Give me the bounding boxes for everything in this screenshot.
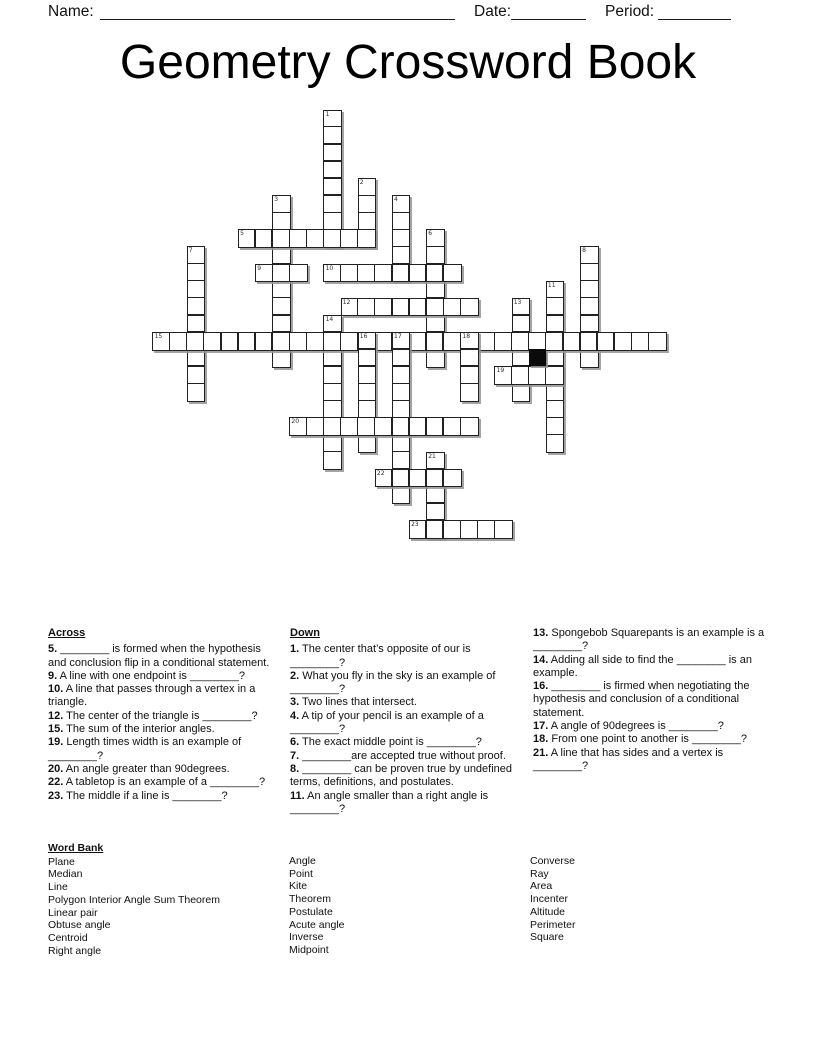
cell-separator <box>188 280 205 281</box>
across-clues-column <box>48 627 282 803</box>
cell-separator <box>494 333 495 350</box>
clue-item-16: 16. ________ is firmed when negotiating the hypothesis and conclusion of a conditional statement. <box>533 680 750 719</box>
cell-separator <box>188 383 205 384</box>
cell-separator <box>562 333 563 350</box>
cell-separator <box>528 367 529 384</box>
cell-separator <box>273 212 290 213</box>
cell-separator <box>547 417 564 418</box>
cell-separator <box>324 383 341 384</box>
cell-separator <box>220 333 221 350</box>
cell-number: 22 <box>376 469 385 477</box>
cell-separator <box>461 365 478 366</box>
clue-item-2: 2. What you fly in the sky is an example of ________? <box>290 669 496 696</box>
page-title: Geometry Crossword Book <box>119 36 697 89</box>
cell-separator <box>357 230 358 247</box>
cell-number: 9 <box>257 264 262 272</box>
cell-separator <box>188 314 205 315</box>
cell-number: 15 <box>154 332 163 340</box>
word-bank-item: Kite <box>289 880 308 893</box>
clue-item-18: 18. From one point to another is ________? <box>533 733 748 746</box>
cell-separator <box>188 263 205 264</box>
cell-number: 6 <box>428 230 433 238</box>
across-clues-list <box>48 643 282 803</box>
clue-item-6: 6. The exact middle point is ________? <box>290 736 482 749</box>
word-bank-item: Theorem <box>289 893 332 906</box>
word-bank-item: Altitude <box>530 905 566 918</box>
clue-item-19: 19. Length times width is an example of ________? <box>48 736 242 762</box>
cell-separator <box>357 299 358 316</box>
cell-separator <box>425 265 426 282</box>
cell-separator <box>408 418 409 435</box>
cell-number: 10 <box>325 264 334 272</box>
cell-separator <box>528 333 529 350</box>
cell-separator <box>442 521 443 538</box>
word-bank-item: Centroid <box>48 931 88 944</box>
date-label: Date: <box>474 3 512 20</box>
cell-separator <box>391 470 392 487</box>
cell-separator <box>340 230 341 247</box>
cell-separator <box>581 297 598 298</box>
cell-separator <box>393 246 410 247</box>
clue-item-7: 7. ________are accepted true without proof. <box>290 749 506 762</box>
cell-separator <box>324 194 341 195</box>
name-label: Name: <box>48 3 94 20</box>
word-block-5-across[interactable] <box>238 229 376 248</box>
word-bank-item: Postulate <box>289 905 333 918</box>
cell-number: 19 <box>496 367 505 375</box>
cell-separator <box>323 333 324 350</box>
cell-separator <box>425 470 426 487</box>
cell-separator <box>581 263 598 264</box>
cell-number: 2 <box>359 179 364 186</box>
word-bank-item: Median <box>48 868 83 881</box>
word-bank-item: Angle <box>289 855 316 867</box>
cell-number: 1 <box>325 110 330 118</box>
cell-separator <box>188 297 205 298</box>
clue-item-15: 15. The sum of the interior angles. <box>48 723 215 736</box>
word-bank-item: Acute angle <box>289 918 345 931</box>
cell-separator <box>442 470 443 487</box>
cell-separator <box>188 365 205 366</box>
cell-separator <box>545 367 546 384</box>
cell-separator <box>357 418 358 435</box>
cell-separator <box>289 230 290 247</box>
cell-number: 13 <box>513 298 522 306</box>
down-header: Down <box>290 627 320 639</box>
cell-separator <box>427 246 444 247</box>
word-block-9-across[interactable] <box>255 264 308 283</box>
cell-separator <box>306 333 307 350</box>
cell-separator <box>359 348 376 349</box>
cell-separator <box>408 299 409 316</box>
cell-number: 11 <box>547 281 556 289</box>
cell-separator <box>393 229 410 230</box>
clue-item-23: 23. The middle if a line is ________? <box>48 789 228 802</box>
cell-separator <box>425 418 426 435</box>
cell-separator <box>596 333 597 350</box>
cell-separator <box>442 418 443 435</box>
word-block-1-down[interactable] <box>323 110 342 248</box>
cell-separator <box>237 333 238 350</box>
word-block-7-down[interactable] <box>187 246 206 402</box>
cell-separator <box>273 297 290 298</box>
cell-separator <box>359 212 376 213</box>
word-bank-item: Linear pair <box>48 906 98 919</box>
cell-separator <box>324 212 341 213</box>
clue-item-5: 5. ________ is formed when the hypothesis and conclusion flip in a conditional statement. <box>48 643 270 669</box>
clue-item-4: 4. A tip of your pencil is an example of a ________? <box>290 709 484 736</box>
cell-separator <box>340 418 341 435</box>
cell-separator <box>324 160 341 161</box>
cell-number: 17 <box>394 332 402 340</box>
word-bank-item: Plane <box>48 855 75 868</box>
cell-separator <box>547 297 564 298</box>
cell-separator <box>460 521 461 538</box>
cell-separator <box>357 265 358 282</box>
cell-separator <box>425 333 426 350</box>
cell-number: 7 <box>188 247 193 255</box>
clue-item-17: 17. A angle of 90degrees is ________? <box>533 720 724 733</box>
clue-item-13: 13. Spongebob Squarepants is an example is a ________? <box>533 627 765 653</box>
cell-separator <box>203 333 204 350</box>
word-bank-item: Inverse <box>289 931 324 944</box>
cell-separator <box>289 333 290 350</box>
word-bank-item: Ray <box>530 867 549 880</box>
word-bank-item: Square <box>530 931 564 944</box>
cell-separator <box>461 383 478 384</box>
cell-separator <box>427 502 444 503</box>
cell-separator <box>324 451 341 452</box>
cell-separator <box>324 143 341 144</box>
word-block-19-across[interactable] <box>494 366 564 385</box>
cell-separator <box>393 451 410 452</box>
cell-separator <box>393 348 410 349</box>
word-bank-title: Word Bank <box>48 842 104 854</box>
cell-separator <box>254 333 255 350</box>
cell-number: 16 <box>359 332 368 340</box>
cell-separator <box>425 299 426 316</box>
clue-item-14: 14. Adding all side to find the ________ is an example. <box>533 653 752 679</box>
cell-separator <box>306 230 307 247</box>
cell-separator <box>547 314 564 315</box>
cell-separator <box>272 265 273 282</box>
cell-number: 21 <box>428 452 436 460</box>
cell-separator <box>393 212 410 213</box>
word-bank-column-1 <box>48 842 288 957</box>
cell-separator <box>511 333 512 350</box>
cell-separator <box>271 333 272 350</box>
across-header: Across <box>48 627 86 639</box>
cell-separator <box>408 470 409 487</box>
cell-separator <box>545 333 546 350</box>
cell-separator <box>393 383 410 384</box>
down-clues-list <box>290 643 528 816</box>
word-block-10-across[interactable] <box>323 264 461 283</box>
cell-number: 23 <box>411 521 419 528</box>
down-clues-overflow-column <box>533 627 776 773</box>
clue-item-9: 9. A line with one endpoint is ________? <box>48 669 245 682</box>
clue-item-11: 11. An angle smaller than a right angle is ________? <box>290 789 489 815</box>
cell-separator <box>393 400 410 401</box>
cell-separator <box>340 333 341 350</box>
cell-separator <box>393 365 410 366</box>
cell-separator <box>186 333 187 350</box>
cell-separator <box>513 314 530 315</box>
cell-separator <box>613 333 614 350</box>
clue-item-21: 21. A line that has sides and a vertex is ________? <box>533 746 724 772</box>
word-bank-column-2 <box>289 855 529 957</box>
word-bank-item: Incenter <box>530 893 568 906</box>
word-bank-item: Obtuse angle <box>48 919 111 932</box>
cell-number: 3 <box>274 196 279 204</box>
word-bank-column-3 <box>530 855 770 944</box>
cell-number: 8 <box>582 247 586 255</box>
cell-separator <box>391 265 392 282</box>
word-bank-item: Line <box>48 881 68 894</box>
cell-separator <box>547 400 564 401</box>
cell-separator <box>442 265 443 282</box>
cell-separator <box>494 521 495 538</box>
cell-separator <box>460 418 461 435</box>
cell-separator <box>374 299 375 316</box>
cell-separator <box>306 418 307 435</box>
cell-separator <box>169 333 170 350</box>
cell-separator <box>579 333 580 350</box>
cell-separator <box>324 365 341 366</box>
cell-separator <box>271 230 272 247</box>
word-bank-item: Right angle <box>48 944 102 957</box>
cell-number: 5 <box>240 230 244 238</box>
word-bank-item: Polygon Interior Angle Sum Theorem <box>48 893 220 906</box>
period-label: Period: <box>605 3 655 20</box>
cell-separator <box>547 434 564 435</box>
cell-separator <box>324 177 341 178</box>
word-bank-item: Perimeter <box>530 918 576 931</box>
clue-item-1: 1. The center that’s opposite of our is ________? <box>290 643 471 669</box>
down-clues-column <box>290 627 528 816</box>
down-clues-overflow-list <box>533 627 776 773</box>
cell-separator <box>648 333 649 350</box>
word-block-22-across[interactable] <box>375 469 462 488</box>
cell-separator <box>460 299 461 316</box>
cell-separator <box>425 521 426 538</box>
cell-separator <box>477 521 478 538</box>
black-cell <box>529 349 546 366</box>
word-block-23-across[interactable] <box>409 520 513 539</box>
cell-separator <box>408 265 409 282</box>
cell-separator <box>442 333 443 350</box>
cell-number: 4 <box>394 196 398 204</box>
word-block-18-down[interactable] <box>460 332 479 402</box>
cell-number: 20 <box>291 418 300 426</box>
cell-separator <box>374 418 375 435</box>
cell-separator <box>359 383 376 384</box>
clue-item-12: 12. The center of the triangle is ________? <box>48 709 258 722</box>
cell-separator <box>359 365 376 366</box>
cell-separator <box>391 299 392 316</box>
word-block-12-across[interactable] <box>341 298 479 317</box>
word-bank-item: Midpoint <box>289 943 329 956</box>
word-block-20-across[interactable] <box>289 417 479 436</box>
cell-separator <box>511 367 512 384</box>
cell-separator <box>443 299 444 316</box>
cell-separator <box>374 265 375 282</box>
cell-separator <box>359 195 376 196</box>
clue-item-10: 10. A line that passes through a vertex in a triangle. <box>48 683 256 709</box>
cell-separator <box>254 230 255 247</box>
cell-separator <box>631 333 632 350</box>
cell-separator <box>323 230 324 247</box>
clue-item-20: 20. An angle greater than 90degrees. <box>48 762 230 775</box>
cell-number: 18 <box>462 332 471 340</box>
cell-separator <box>461 348 478 349</box>
cell-separator <box>359 400 376 401</box>
cell-separator <box>391 418 392 435</box>
cell-separator <box>289 265 290 282</box>
clue-item-8: 8. ________ can be proven true by undefined terms, definitions, and postulates. <box>290 762 513 789</box>
word-bank-item: Point <box>289 867 313 880</box>
clue-item-22: 22. A tabletop is an example of a ________? <box>48 776 266 789</box>
cell-separator <box>340 265 341 282</box>
cell-separator <box>581 314 598 315</box>
word-bank-item: Converse <box>530 855 575 867</box>
cell-separator <box>324 400 341 401</box>
clue-item-3: 3. Two lines that intersect. <box>290 696 417 709</box>
cell-separator <box>323 418 324 435</box>
cell-number: 14 <box>325 315 334 323</box>
cell-separator <box>273 314 290 315</box>
cell-separator <box>324 126 341 127</box>
cell-number: 12 <box>342 298 351 306</box>
word-bank-item: Area <box>530 880 553 893</box>
cell-separator <box>581 280 598 281</box>
